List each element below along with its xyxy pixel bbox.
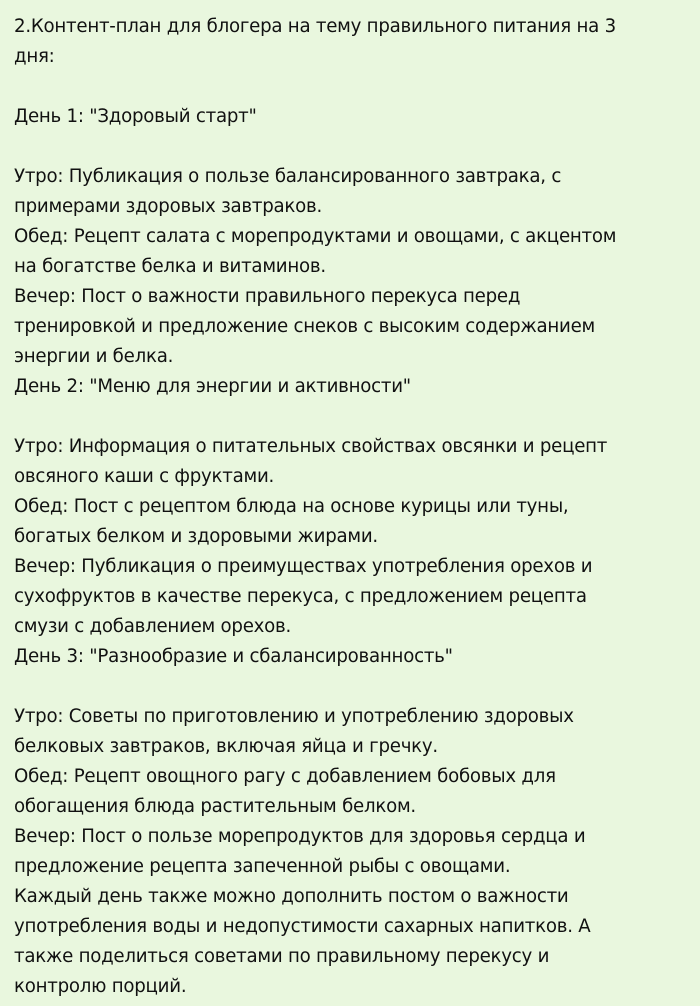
message-line: сухофруктов в качестве перекуса, с предложением рецепта [14, 586, 587, 607]
message-line: тренировкой и предложение снеков с высоким содержанием [14, 316, 596, 337]
message-line: Вечер: Публикация о преимуществах употребления орехов и [14, 556, 593, 577]
message-line: смузи с добавлением орехов. [14, 616, 292, 637]
message-line: Обед: Рецепт овощного рагу с добавлением бобовых для [14, 766, 556, 787]
message-line: Обед: Пост с рецептом блюда на основе курицы или туны, [14, 496, 569, 517]
message-line: Утро: Советы по приготовлению и употреблению здоровых [14, 706, 574, 727]
message-line: Каждый день также можно дополнить постом о важности [14, 886, 569, 907]
message-line: примерами здоровых завтраков. [14, 196, 323, 217]
day-heading: День 1: "Здоровый старт" [14, 106, 257, 127]
message-line: Вечер: Пост о пользе морепродуктов для здоровья сердца и [14, 826, 586, 847]
blank-line [14, 672, 686, 702]
message-line: энергии и белка. [14, 346, 174, 367]
blank-line [14, 402, 686, 432]
message-line: на богатстве белка и витаминов. [14, 256, 326, 277]
message-line: овсяного каши с фруктами. [14, 466, 275, 487]
message-line: также поделиться советами по правильному перекусу и [14, 946, 550, 967]
message-line: Вечер: Пост о важности правильного перекуса перед [14, 286, 521, 307]
message-line: Утро: Информация о питательных свойствах овсянки и рецепт [14, 436, 608, 457]
message-line: Обед: Рецепт салата с морепродуктами и овощами, с акцентом [14, 226, 617, 247]
message-line: белковых завтраков, включая яйца и гречку. [14, 736, 438, 757]
message-line: дня: [14, 46, 55, 67]
message-line: употребления воды и недопустимости сахарных напитков. А [14, 916, 591, 937]
day-heading: День 3: "Разнообразие и сбалансированность" [14, 646, 453, 667]
blank-line [14, 72, 686, 102]
message-line: обогащения блюда растительным белком. [14, 796, 416, 817]
message-line: предложение рецепта запеченной рыбы с овощами. [14, 856, 511, 877]
message-line: Утро: Публикация о пользе балансированного завтрака, с [14, 166, 562, 187]
message-text [14, 12, 686, 1002]
message-line: 2.Контент-план для блогера на тему правильного питания на 3 [14, 16, 616, 37]
message-line: богатых белком и здоровыми жирами. [14, 526, 378, 547]
blank-line [14, 132, 686, 162]
day-heading: День 2: "Меню для энергии и активности" [14, 376, 411, 397]
message-line: контролю порций. [14, 976, 187, 997]
